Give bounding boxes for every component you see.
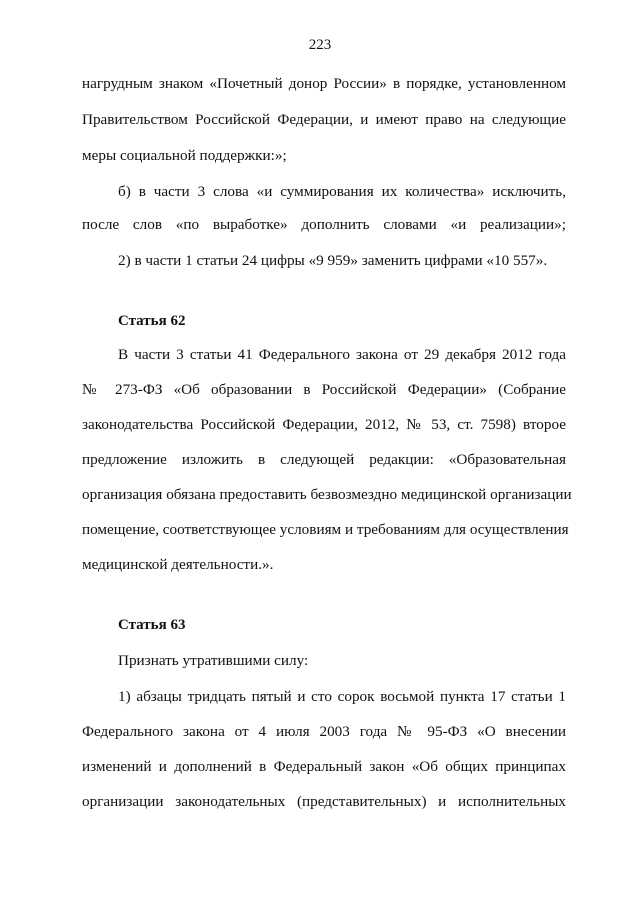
text-line: организация обязана предоставить безвозмездно медицинской организации: [82, 486, 572, 503]
text-line: предложение изложить в следующей редакции: «Образовательная: [82, 451, 566, 468]
text-line: б) в части 3 слова «и суммирования их количества» исключить,: [118, 183, 566, 200]
text-line: организации законодательных (представительных) и исполнительных: [82, 793, 566, 810]
text-line: нагрудным знаком «Почетный донор России» в порядке, установленном: [82, 75, 566, 92]
text-line: законодательства Российской Федерации, 2012, № 53, ст. 7598) второе: [82, 416, 566, 433]
text-line: Правительством Российской Федерации, и имеют право на следующие: [82, 111, 566, 128]
article-heading: Статья 62: [118, 313, 186, 329]
text-line: № 273-ФЗ «Об образовании в Российской Федерации» (Собрание: [82, 381, 566, 398]
text-line: изменений и дополнений в Федеральный закон «Об общих принципах: [82, 758, 566, 775]
text-line: Признать утратившими силу:: [118, 652, 309, 669]
text-line: Федерального закона от 4 июля 2003 года № 95-ФЗ «О внесении: [82, 723, 566, 740]
text-line: помещение, соответствующее условиям и требованиям для осуществления: [82, 521, 569, 538]
text-line: 2) в части 1 статьи 24 цифры «9 959» заменить цифрами «10 557».: [118, 252, 548, 269]
text-line: 1) абзацы тридцать пятый и сто сорок восьмой пункта 17 статьи 1: [118, 688, 566, 705]
article-heading: Статья 63: [118, 617, 186, 633]
text-line: меры социальной поддержки:»;: [82, 147, 287, 164]
text-line: В части 3 статьи 41 Федерального закона от 29 декабря 2012 года: [118, 346, 566, 363]
page-number: 223: [308, 37, 332, 53]
text-line: после слов «по выработке» дополнить словами «и реализации»;: [82, 216, 566, 233]
text-line: медицинской деятельности.».: [82, 556, 274, 573]
